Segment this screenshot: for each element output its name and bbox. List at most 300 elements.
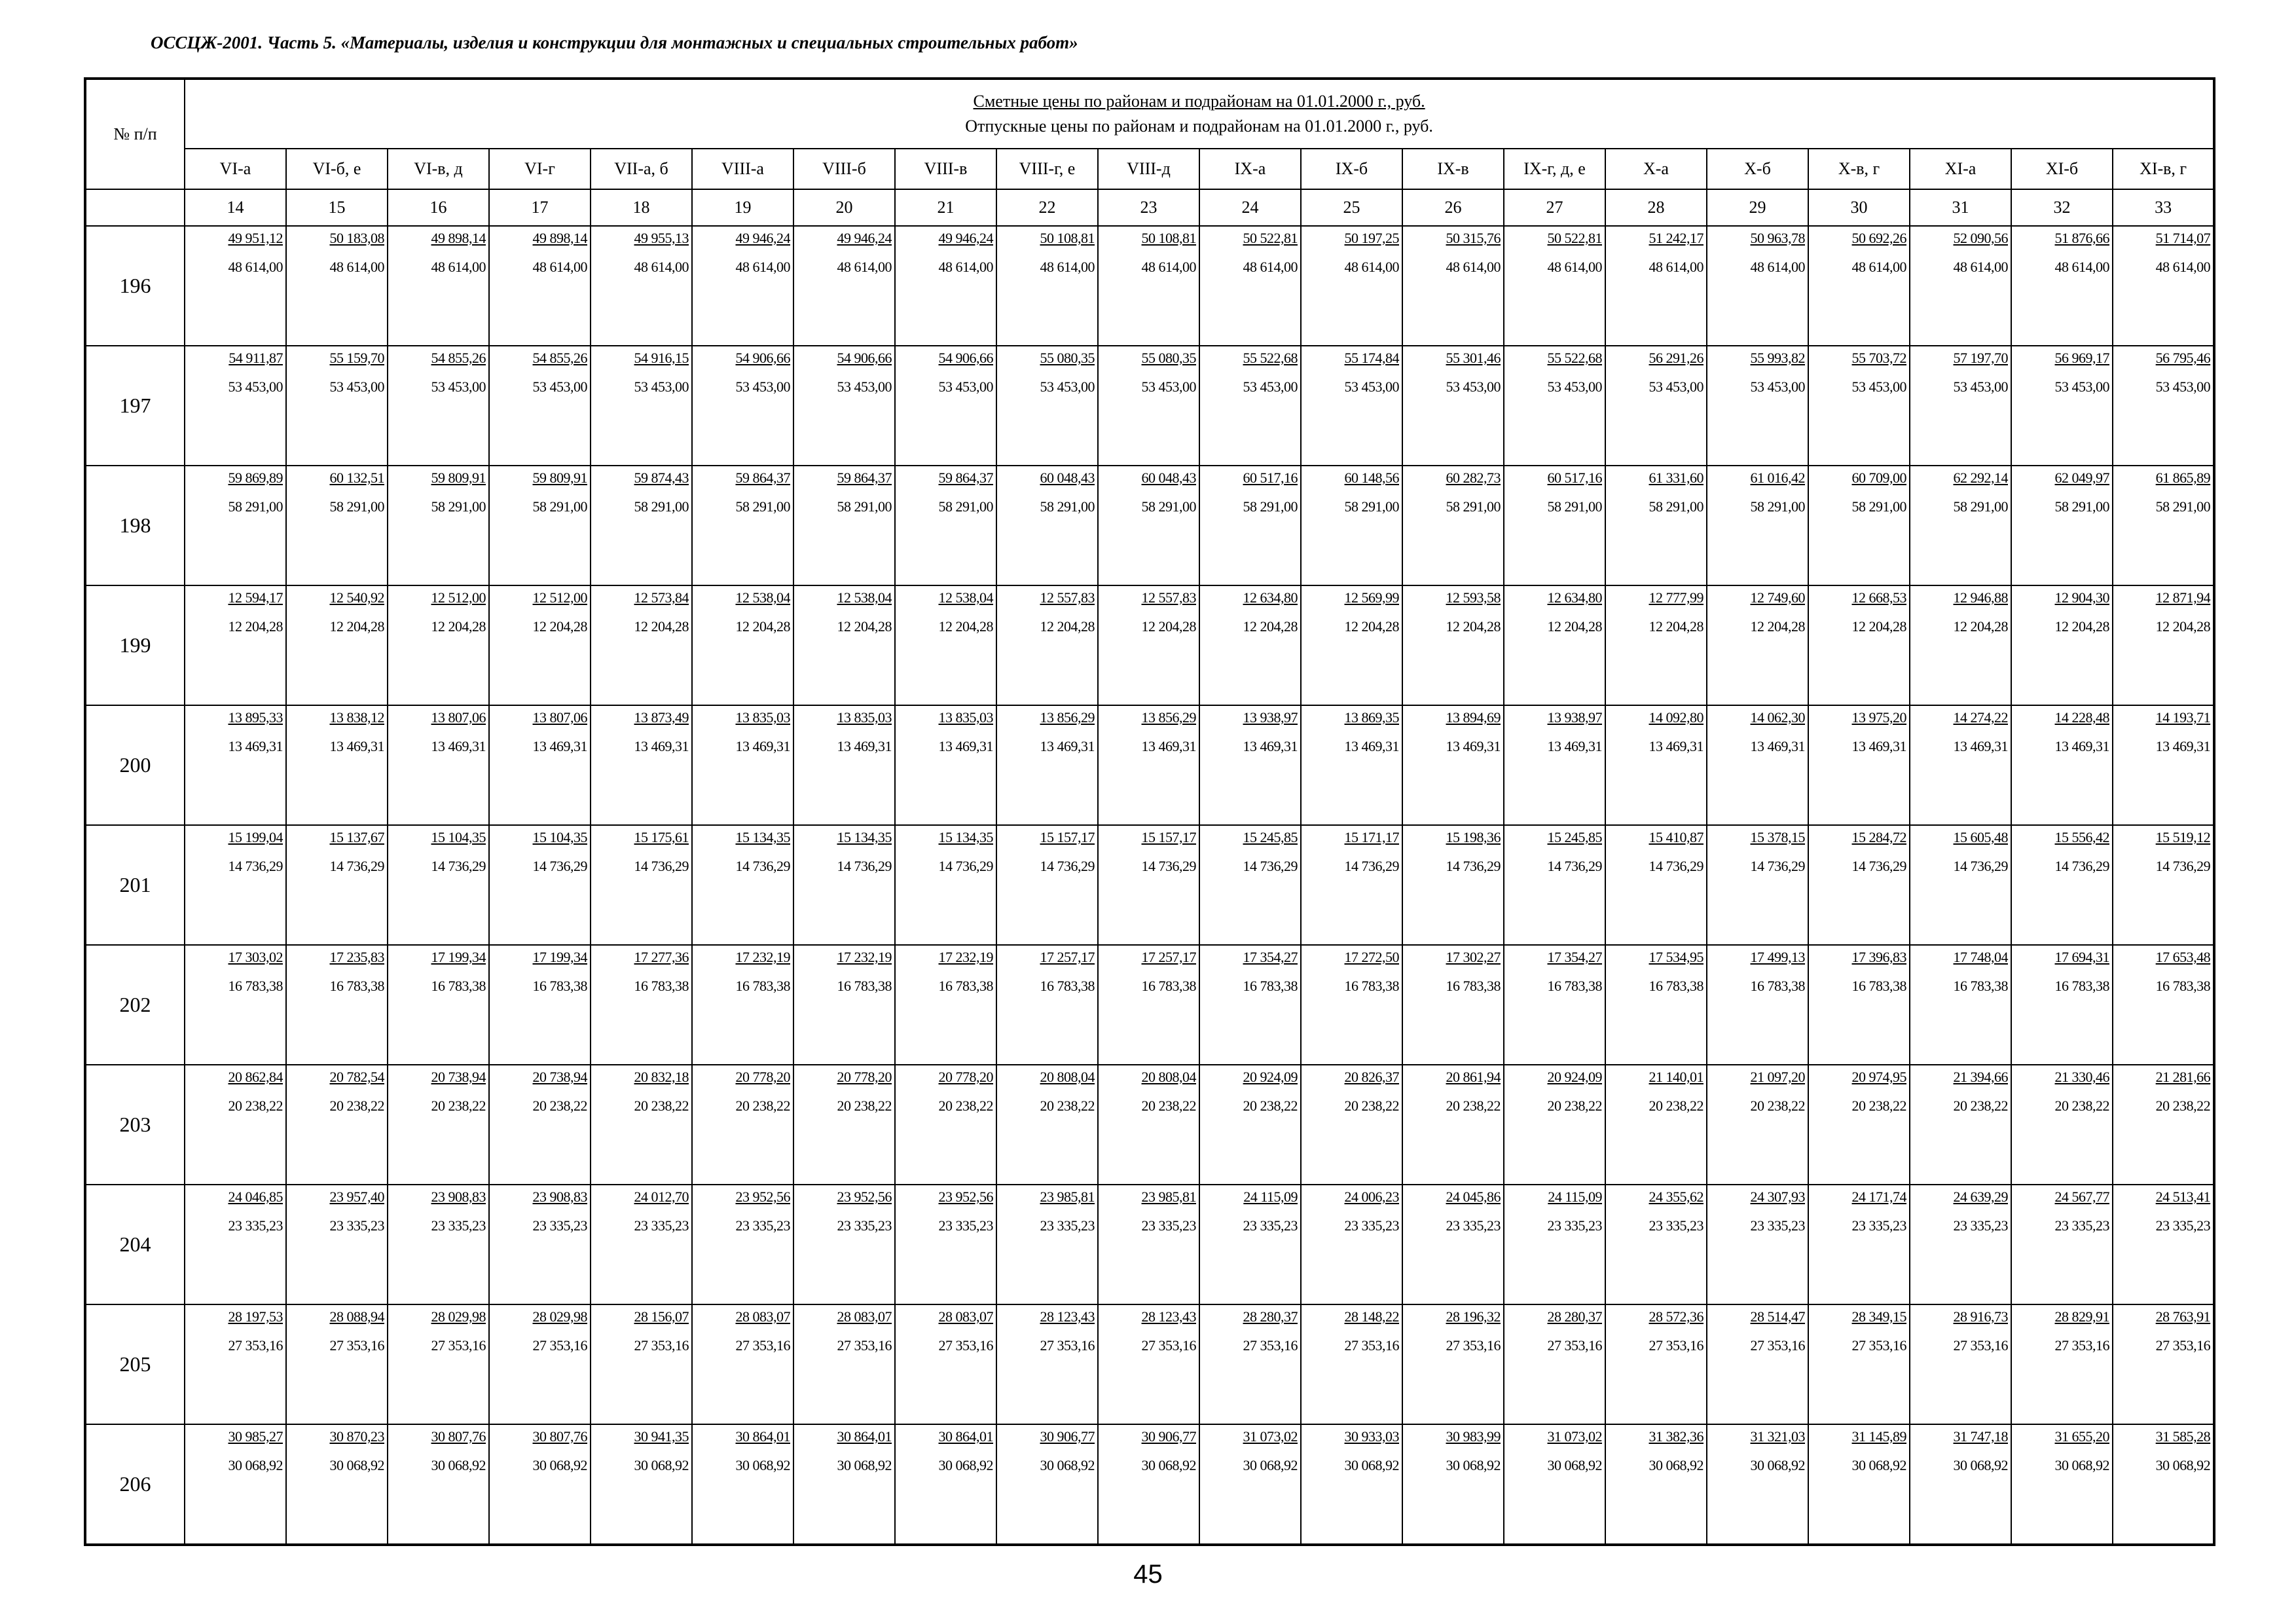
estimated-price: 28 083,07 [837,1308,892,1325]
estimated-price: 60 517,16 [1243,470,1298,486]
price-cell [185,1304,286,1424]
release-price: 48 614,00 [1953,259,2008,275]
release-price: 12 204,28 [1851,618,1906,635]
row-number: 198 [85,466,185,585]
release-price: 58 291,00 [837,498,892,515]
estimated-price: 28 196,32 [1446,1308,1501,1325]
price-cell [996,705,1098,825]
release-price: 13 469,31 [1040,738,1095,754]
region-header: VII-а, б [591,149,692,189]
release-price: 30 068,92 [1446,1457,1501,1473]
price-cell [388,1185,489,1304]
release-price: 58 291,00 [938,498,993,515]
estimated-price: 12 569,99 [1344,589,1399,606]
price-cell [2113,1304,2214,1424]
release-price: 12 204,28 [634,618,689,635]
estimated-price: 49 955,13 [634,230,689,246]
estimated-price: 50 108,81 [1040,230,1095,246]
release-price: 53 453,00 [1141,378,1196,395]
release-price: 12 204,28 [1040,618,1095,635]
release-price: 48 614,00 [1141,259,1196,275]
release-price: 13 469,31 [1750,738,1805,754]
estimated-price: 20 924,09 [1243,1069,1298,1085]
estimated-price: 24 639,29 [1953,1189,2008,1205]
price-cell [1504,945,1605,1065]
estimated-price: 59 874,43 [634,470,689,486]
release-price: 53 453,00 [2155,378,2211,395]
estimated-price: 28 280,37 [1547,1308,1602,1325]
estimated-price: 15 134,35 [837,829,892,845]
price-cell [1301,1065,1402,1185]
release-price: 12 204,28 [228,618,283,635]
column-number-blank [85,189,185,226]
estimated-price: 55 159,70 [329,350,384,366]
table-row [85,945,2214,1065]
estimated-price: 59 864,37 [938,470,993,486]
price-cell [996,1304,1098,1424]
estimated-price: 17 354,27 [1243,949,1298,965]
estimated-price: 20 924,09 [1547,1069,1602,1085]
release-price: 16 783,38 [228,978,283,994]
release-price: 30 068,92 [1649,1457,1704,1473]
estimated-price: 24 046,85 [228,1189,283,1205]
estimated-price: 49 946,24 [735,230,790,246]
estimated-price: 30 864,01 [938,1428,993,1445]
release-price: 27 353,16 [1446,1337,1501,1354]
price-cell [1402,1304,1504,1424]
price-cell [1504,705,1605,825]
price-cell [895,825,996,945]
estimated-price: 30 985,27 [228,1428,283,1445]
price-cell [1504,466,1605,585]
estimated-price: 28 280,37 [1243,1308,1298,1325]
estimated-price: 17 199,34 [431,949,486,965]
price-table [84,77,2215,1546]
estimated-price: 23 908,83 [431,1189,486,1205]
estimated-price: 12 634,80 [1547,589,1602,606]
release-price: 58 291,00 [2054,498,2109,515]
release-price: 30 068,92 [1344,1457,1399,1473]
estimated-price: 21 330,46 [2054,1069,2109,1085]
estimated-price: 24 115,09 [1243,1189,1298,1205]
release-price: 12 204,28 [1953,618,2008,635]
release-price: 58 291,00 [1243,498,1298,515]
price-cell [1199,945,1301,1065]
estimated-price: 12 904,30 [2054,589,2109,606]
release-price: 58 291,00 [1953,498,2008,515]
estimated-price: 20 826,37 [1344,1069,1399,1085]
release-price: 20 238,22 [1953,1098,2008,1114]
estimated-price: 51 876,66 [2054,230,2109,246]
column-number: 24 [1199,189,1301,226]
region-header: IX-б [1301,149,1402,189]
release-price: 48 614,00 [1446,259,1501,275]
release-price: 30 068,92 [1851,1457,1906,1473]
price-cell [1504,1304,1605,1424]
price-cell [895,226,996,346]
release-price: 23 335,23 [1649,1217,1704,1234]
release-price: 14 736,29 [1750,858,1805,874]
price-cell [185,346,286,466]
estimated-prices-title: Сметные цены по районам и подрайонам на 01.01.2000 г., руб. [973,92,1425,111]
row-number: 206 [85,1424,185,1545]
release-price: 53 453,00 [1851,378,1906,395]
row-number: 201 [85,825,185,945]
table-row [85,825,2214,945]
price-cell [1098,1185,1199,1304]
release-price: 20 238,22 [1649,1098,1704,1114]
release-price: 53 453,00 [228,378,283,395]
release-price: 12 204,28 [938,618,993,635]
release-price: 23 335,23 [938,1217,993,1234]
region-header: XI-в, г [2113,149,2214,189]
release-price: 20 238,22 [532,1098,587,1114]
release-price: 23 335,23 [532,1217,587,1234]
release-price: 58 291,00 [1141,498,1196,515]
region-header: VIII-а [692,149,793,189]
estimated-price: 15 556,42 [2054,829,2109,845]
price-cell [1504,1424,1605,1545]
estimated-price: 20 808,04 [1040,1069,1095,1085]
estimated-price: 28 029,98 [431,1308,486,1325]
price-cell [1402,346,1504,466]
estimated-price: 24 171,74 [1851,1189,1906,1205]
table-row [85,585,2214,705]
estimated-price: 14 092,80 [1649,709,1704,726]
release-price: 30 068,92 [938,1457,993,1473]
estimated-price: 50 522,81 [1547,230,1602,246]
table-row [85,466,2214,585]
release-price: 30 068,92 [1040,1457,1095,1473]
estimated-price: 59 864,37 [837,470,892,486]
release-price: 13 469,31 [938,738,993,754]
release-price: 30 068,92 [735,1457,790,1473]
estimated-price: 17 257,17 [1040,949,1095,965]
release-price: 12 204,28 [1243,618,1298,635]
release-price: 58 291,00 [228,498,283,515]
estimated-price: 23 952,56 [837,1189,892,1205]
release-price: 16 783,38 [1446,978,1501,994]
estimated-price: 24 307,93 [1750,1189,1805,1205]
estimated-price: 14 062,30 [1750,709,1805,726]
estimated-price: 15 245,85 [1547,829,1602,845]
price-cell [996,1424,1098,1545]
estimated-price: 28 829,91 [2054,1308,2109,1325]
release-price: 16 783,38 [329,978,384,994]
region-header: VIII-г, е [996,149,1098,189]
price-cell [185,705,286,825]
release-price: 20 238,22 [228,1098,283,1114]
price-cell [1098,1065,1199,1185]
price-cell [185,585,286,705]
price-cell [1504,226,1605,346]
estimated-price: 61 331,60 [1649,470,1704,486]
estimated-price: 54 906,66 [735,350,790,366]
estimated-price: 23 952,56 [938,1189,993,1205]
release-price: 13 469,31 [532,738,587,754]
price-cell [2011,585,2113,705]
release-price: 14 736,29 [1344,858,1399,874]
price-cell [1199,705,1301,825]
region-header: X-а [1605,149,1707,189]
estimated-price: 15 104,35 [431,829,486,845]
row-number-header: № п/п [85,79,185,189]
release-price: 14 736,29 [1141,858,1196,874]
estimated-price: 30 864,01 [837,1428,892,1445]
estimated-price: 57 197,70 [1953,350,2008,366]
estimated-price: 30 933,03 [1344,1428,1399,1445]
price-cell [996,945,1098,1065]
price-cell [895,1304,996,1424]
estimated-price: 62 049,97 [2054,470,2109,486]
release-price: 12 204,28 [1141,618,1196,635]
price-cell [185,945,286,1065]
price-cell [1910,1065,2011,1185]
release-price: 14 736,29 [431,858,486,874]
price-cell [1605,346,1707,466]
price-cell [185,825,286,945]
release-price: 27 353,16 [228,1337,283,1354]
release-price: 48 614,00 [1851,259,1906,275]
price-cell [1301,705,1402,825]
estimated-price: 24 045,86 [1446,1189,1501,1205]
estimated-price: 20 738,94 [532,1069,587,1085]
estimated-price: 15 171,17 [1344,829,1399,845]
estimated-price: 28 156,07 [634,1308,689,1325]
price-cell [1707,226,1808,346]
price-cell [692,1424,793,1545]
price-cell [185,466,286,585]
price-cell [489,226,591,346]
release-price: 58 291,00 [1750,498,1805,515]
estimated-price: 14 274,22 [1953,709,2008,726]
release-price: 12 204,28 [532,618,587,635]
price-cell [692,466,793,585]
estimated-price: 17 232,19 [837,949,892,965]
release-price: 20 238,22 [2054,1098,2109,1114]
estimated-price: 13 835,03 [938,709,993,726]
release-price: 27 353,16 [1750,1337,1805,1354]
release-price: 13 469,31 [431,738,486,754]
release-price: 16 783,38 [735,978,790,994]
estimated-price: 30 906,77 [1141,1428,1196,1445]
price-cell [1707,1304,1808,1424]
price-cell [1098,1304,1199,1424]
estimated-price: 23 985,81 [1141,1189,1196,1205]
estimated-price: 12 946,88 [1953,589,2008,606]
release-price: 14 736,29 [938,858,993,874]
release-price: 20 238,22 [735,1098,790,1114]
price-cell [388,945,489,1065]
price-cell [489,945,591,1065]
release-price: 58 291,00 [2155,498,2211,515]
price-cell [1605,945,1707,1065]
estimated-price: 12 777,99 [1649,589,1704,606]
estimated-price: 50 692,26 [1851,230,1906,246]
release-price: 14 736,29 [532,858,587,874]
estimated-price: 20 862,84 [228,1069,283,1085]
price-cell [2011,705,2113,825]
release-price: 16 783,38 [1141,978,1196,994]
estimated-price: 24 513,41 [2155,1189,2211,1205]
price-cell [1707,705,1808,825]
estimated-price: 51 242,17 [1649,230,1704,246]
estimated-price: 55 522,68 [1243,350,1298,366]
price-cell [692,945,793,1065]
estimated-price: 17 257,17 [1141,949,1196,965]
price-cell [489,585,591,705]
row-number: 197 [85,346,185,466]
price-cell [2113,226,2214,346]
estimated-price: 20 738,94 [431,1069,486,1085]
row-number: 203 [85,1065,185,1185]
estimated-price: 12 573,84 [634,589,689,606]
price-cell [2113,1185,2214,1304]
region-header: IX-в [1402,149,1504,189]
estimated-price: 17 303,02 [228,949,283,965]
price-cell [1301,226,1402,346]
release-price: 13 469,31 [1344,738,1399,754]
column-number: 15 [286,189,388,226]
price-cell [1707,466,1808,585]
estimated-price: 54 911,87 [228,350,283,366]
column-number: 17 [489,189,591,226]
price-cell [793,825,895,945]
release-price: 53 453,00 [329,378,384,395]
price-cell [1301,945,1402,1065]
price-cell [1605,226,1707,346]
price-cell [1808,226,1910,346]
region-header: VI-в, д [388,149,489,189]
estimated-price: 17 277,36 [634,949,689,965]
price-cell [895,1065,996,1185]
price-cell [2011,825,2113,945]
region-header: VIII-в [895,149,996,189]
price-cell [185,226,286,346]
release-price: 13 469,31 [1446,738,1501,754]
price-cell [1605,705,1707,825]
release-price: 14 736,29 [329,858,384,874]
estimated-price: 15 134,35 [938,829,993,845]
release-price: 20 238,22 [1141,1098,1196,1114]
estimated-price: 13 869,35 [1344,709,1399,726]
release-price: 23 335,23 [431,1217,486,1234]
release-price: 20 238,22 [329,1098,384,1114]
price-cell [1098,945,1199,1065]
release-price: 48 614,00 [2155,259,2211,275]
estimated-price: 55 301,46 [1446,350,1501,366]
estimated-price: 49 946,24 [938,230,993,246]
estimated-price: 15 137,67 [329,829,384,845]
release-price: 12 204,28 [431,618,486,635]
estimated-price: 13 835,03 [837,709,892,726]
price-cell [996,825,1098,945]
release-price: 48 614,00 [1649,259,1704,275]
release-price: 12 204,28 [329,618,384,635]
release-price: 13 469,31 [735,738,790,754]
price-cell [1808,825,1910,945]
release-price: 16 783,38 [2054,978,2109,994]
estimated-price: 54 855,26 [532,350,587,366]
price-cell [895,346,996,466]
price-cell [2113,346,2214,466]
release-price: 48 614,00 [1243,259,1298,275]
price-cell [1199,226,1301,346]
estimated-price: 50 197,25 [1344,230,1399,246]
price-cell [185,1424,286,1545]
release-price: 30 068,92 [2155,1457,2211,1473]
release-price: 58 291,00 [1649,498,1704,515]
estimated-price: 60 048,43 [1141,470,1196,486]
release-price: 23 335,23 [1344,1217,1399,1234]
price-cell [1910,346,2011,466]
estimated-price: 60 148,56 [1344,470,1399,486]
estimated-price: 13 856,29 [1141,709,1196,726]
price-cell [388,1065,489,1185]
release-price: 23 335,23 [1851,1217,1906,1234]
estimated-price: 55 080,35 [1141,350,1196,366]
estimated-price: 17 534,95 [1649,949,1704,965]
column-number: 23 [1098,189,1199,226]
estimated-price: 15 104,35 [532,829,587,845]
release-price: 12 204,28 [1547,618,1602,635]
release-price: 53 453,00 [1446,378,1501,395]
estimated-price: 13 835,03 [735,709,790,726]
estimated-price: 12 668,53 [1851,589,1906,606]
price-cell [1098,825,1199,945]
estimated-price: 51 714,07 [2155,230,2211,246]
price-cell [1808,1065,1910,1185]
release-price: 13 469,31 [228,738,283,754]
price-cell [2011,226,2113,346]
release-price: 16 783,38 [1040,978,1095,994]
estimated-price: 20 782,54 [329,1069,384,1085]
release-price: 23 335,23 [735,1217,790,1234]
price-cell [286,226,388,346]
release-price: 13 469,31 [2155,738,2211,754]
price-cell [1402,945,1504,1065]
price-cell [489,1304,591,1424]
column-number: 33 [2113,189,2214,226]
price-cell [793,1065,895,1185]
estimated-price: 56 291,26 [1649,350,1704,366]
price-cell [895,466,996,585]
price-cell [793,466,895,585]
release-price: 23 335,23 [329,1217,384,1234]
price-cell [286,1065,388,1185]
estimated-price: 28 916,73 [1953,1308,2008,1325]
price-cell [1301,1424,1402,1545]
price-cell [1098,226,1199,346]
release-price: 48 614,00 [329,259,384,275]
price-cell [2011,1185,2113,1304]
price-cell [2113,466,2214,585]
price-cell [996,585,1098,705]
estimated-price: 20 861,94 [1446,1069,1501,1085]
price-cell [1605,1185,1707,1304]
estimated-price: 12 557,83 [1141,589,1196,606]
release-price: 30 068,92 [228,1457,283,1473]
price-cell [1707,1185,1808,1304]
price-cell [1504,585,1605,705]
release-price: 20 238,22 [1040,1098,1095,1114]
release-price: 27 353,16 [2155,1337,2211,1354]
price-cell [1098,466,1199,585]
price-cell [1808,1185,1910,1304]
release-price: 48 614,00 [837,259,892,275]
estimated-price: 12 538,04 [938,589,993,606]
price-cell [489,1424,591,1545]
